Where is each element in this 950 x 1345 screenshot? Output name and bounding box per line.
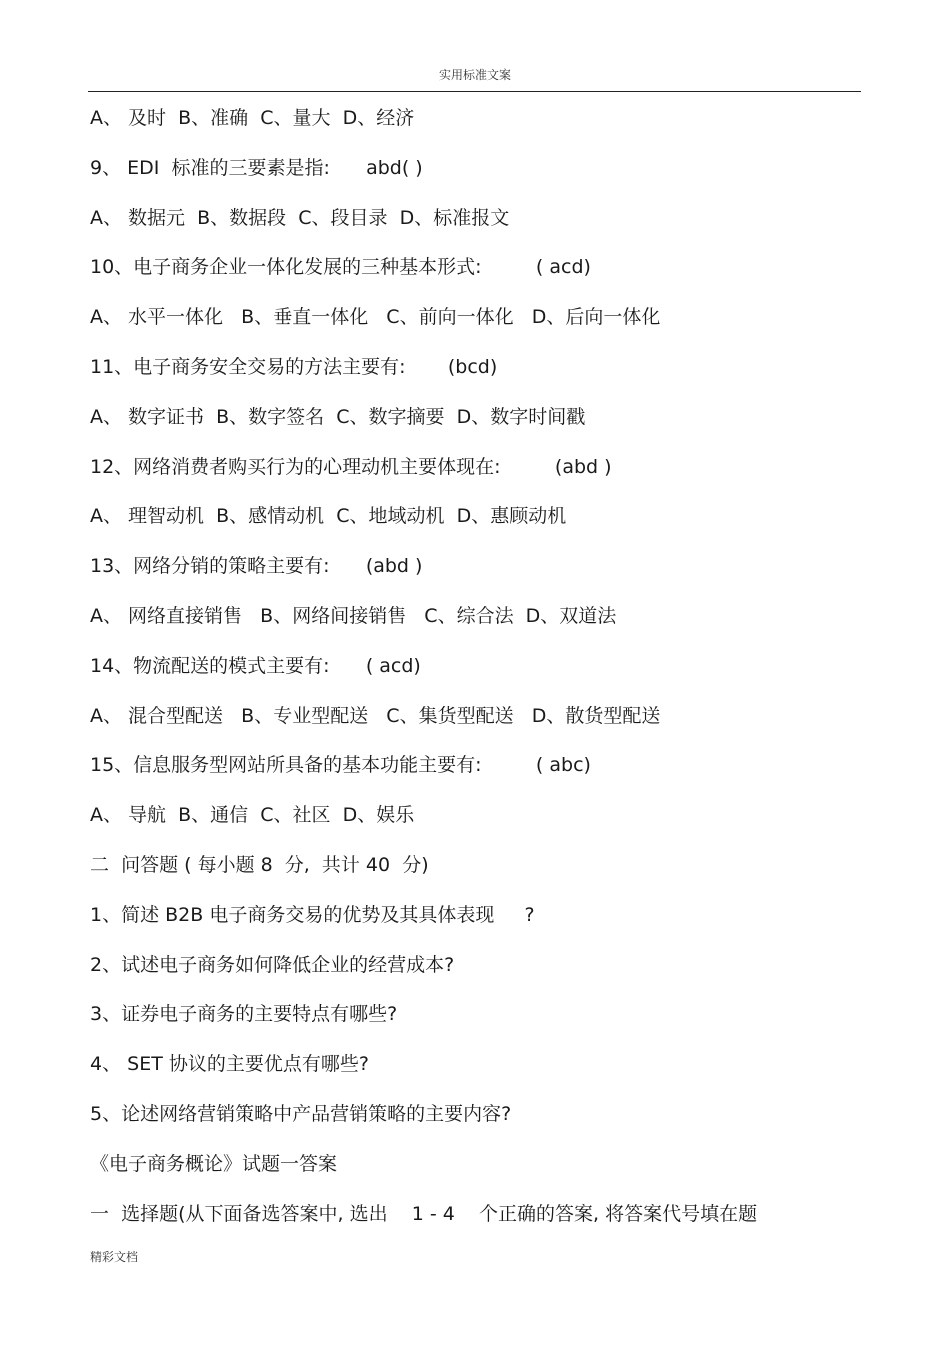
answer-title: 《电子商务概论》试题一答案 xyxy=(90,1152,338,1175)
text-line: 5、论述网络营销策略中产品营销策略的主要内容? xyxy=(90,1102,512,1125)
text-line: A、 数据元 B、数据段 C、段目录 D、标准报文 xyxy=(90,206,510,229)
text-line: 3、证券电子商务的主要特点有哪些? xyxy=(90,1003,398,1026)
text-line: A、 数字证书 B、数字签名 C、数字摘要 D、数字时间戳 xyxy=(90,405,586,428)
section-heading: 二 问答题 ( 每小题 8 分, 共计 40 分) xyxy=(90,853,429,876)
text-line: 10、电子商务企业一体化发展的三种基本形式: ( acd) xyxy=(90,256,591,279)
text-line: 13、网络分销的策略主要有: (abd ) xyxy=(90,555,423,578)
text-line: 15、信息服务型网站所具备的基本功能主要有: ( abc) xyxy=(90,754,591,777)
text-line: 14、物流配送的模式主要有: ( acd) xyxy=(90,654,421,677)
text-line: 1、简述 B2B 电子商务交易的优势及其具体表现 ? xyxy=(90,903,535,926)
document-body xyxy=(90,104,860,1249)
text-line: 9、 EDI 标准的三要素是指: abd( ) xyxy=(90,156,423,179)
text-line: A、 水平一体化 B、垂直一体化 C、前向一体化 D、后向一体化 xyxy=(90,306,661,329)
text-line: 一 选择题(从下面备选答案中, 选出 1 - 4 个正确的答案, 将答案代号填在题 xyxy=(90,1202,758,1225)
text-line: A、 理智动机 B、感情动机 C、地域动机 D、惠顾动机 xyxy=(90,505,567,528)
text-line: A、 混合型配送 B、专业型配送 C、集货型配送 D、散货型配送 xyxy=(90,704,661,727)
text-line: 11、电子商务安全交易的方法主要有: (bcd) xyxy=(90,355,498,378)
text-line: 4、 SET 协议的主要优点有哪些? xyxy=(90,1053,369,1076)
text-line: 2、试述电子商务如何降低企业的经营成本? xyxy=(90,953,455,976)
header-divider xyxy=(88,91,861,92)
text-line: 12、网络消费者购买行为的心理动机主要体现在: (abd ) xyxy=(90,455,612,478)
page-footer: 精彩文档 xyxy=(90,1250,139,1264)
page-header: 实用标准文案 xyxy=(438,68,511,82)
text-line: A、 及时 B、准确 C、量大 D、经济 xyxy=(90,107,415,129)
text-line: A、 网络直接销售 B、网络间接销售 C、综合法 D、双道法 xyxy=(90,604,617,627)
text-line: A、 导航 B、通信 C、社区 D、娱乐 xyxy=(90,804,415,827)
